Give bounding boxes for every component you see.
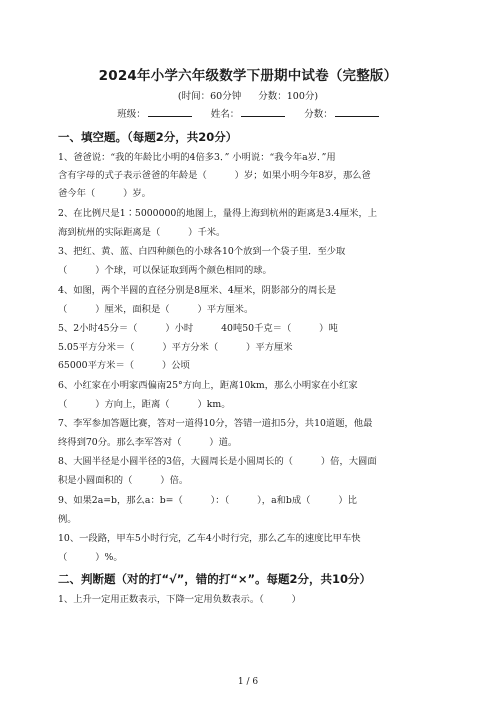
student-info-row: [0, 106, 496, 120]
score-blank[interactable]: [335, 106, 379, 117]
question-line: 65000平方米＝（ ）公顷: [58, 360, 190, 371]
class-label: 班级：: [117, 109, 146, 120]
exam-meta: [0, 88, 496, 102]
section-heading-true-false: 二、判断题（对的打“√”，错的打“×”。每题2分，共10分）: [58, 572, 372, 586]
question-line: 2、在比例尺是1∶5000000的地图上，量得上海到杭州的距离是3.4厘米，上: [58, 208, 378, 219]
page-title: 2024年小学六年级数学下册期中试卷（完整版）: [98, 68, 398, 84]
question-line: （ ）厘米，面积是（ ）平方厘米。: [58, 304, 254, 315]
question-line: 3、把红、黄、蓝、白四种颜色的小球各10个放到一个袋子里．至少取: [58, 246, 346, 257]
question-line: 含有字母的式子表示爸爸的年龄是（ ）岁；如果小明今年8岁，那么爸: [58, 170, 371, 181]
section-heading-fill-blank: 一、填空题。（每题2分，共20分）: [58, 130, 238, 144]
question-line: 1、爸爸说：“我的年龄比小明的4倍多3．” 小明说：“我今年a岁．”用: [58, 152, 336, 163]
question-line: 爸今年（ ）岁。: [58, 188, 151, 199]
score-field[interactable]: [304, 106, 379, 120]
question-line: 5.05平方分米＝（ ）平方分米（ ）平方厘米: [58, 342, 293, 353]
question-line: 9、如果2a=b，那么a：b=（ ）：（ ），a和b成（ ）比: [58, 495, 357, 506]
question-line: 例。: [58, 514, 77, 525]
exam-time: (时间：60分钟: [177, 91, 242, 102]
question-line: 海到杭州的实际距离是（ ）千米。: [58, 227, 226, 238]
question-line: 10、一段路，甲车5小时行完，乙车4小时行完，那么乙车的速度比甲车快: [58, 533, 361, 544]
question-line: （ ）方向上，距离（ ）km。: [58, 399, 231, 410]
page-number: 1 / 6: [237, 677, 259, 687]
question-line: 积是小圆面积的（ ）倍。: [58, 475, 189, 486]
question-line: 6、小红家在小明家西偏南25°方向上，距离10km，那么小明家在小红家: [58, 380, 358, 391]
question-line: 1、上升一定用正数表示，下降一定用负数表示。（ ）: [58, 594, 301, 605]
question-line: （ ）个球，可以保证取到两个颜色相同的球。: [58, 265, 272, 276]
question-line: 5、2小时45分＝（ ）小时 40吨50千克＝（ ）吨: [58, 323, 338, 334]
question-line: 4、如图，两个半圆的直径分别是8厘米、4厘米，阴影部分的周长是: [58, 285, 337, 296]
question-line: 终得到70分。那么李军答对（ ）道。: [58, 437, 238, 448]
exam-total-score: 分数：100分): [258, 91, 319, 102]
class-field[interactable]: [117, 106, 192, 120]
class-blank[interactable]: [148, 106, 192, 117]
name-field[interactable]: [211, 106, 286, 120]
question-line: 7、李军参加答题比赛，答对一道得10分，答错一道扣5分，共10道题，他最: [58, 418, 373, 429]
name-blank[interactable]: [241, 106, 285, 117]
question-line: 8、大圆半径是小圆半径的3倍，大圆周长是小圆周长的（ ）倍，大圆面: [58, 456, 377, 467]
name-label: 姓名：: [210, 109, 240, 120]
question-line: （ ）%。: [58, 552, 123, 563]
score-label: 分数：: [304, 109, 333, 120]
